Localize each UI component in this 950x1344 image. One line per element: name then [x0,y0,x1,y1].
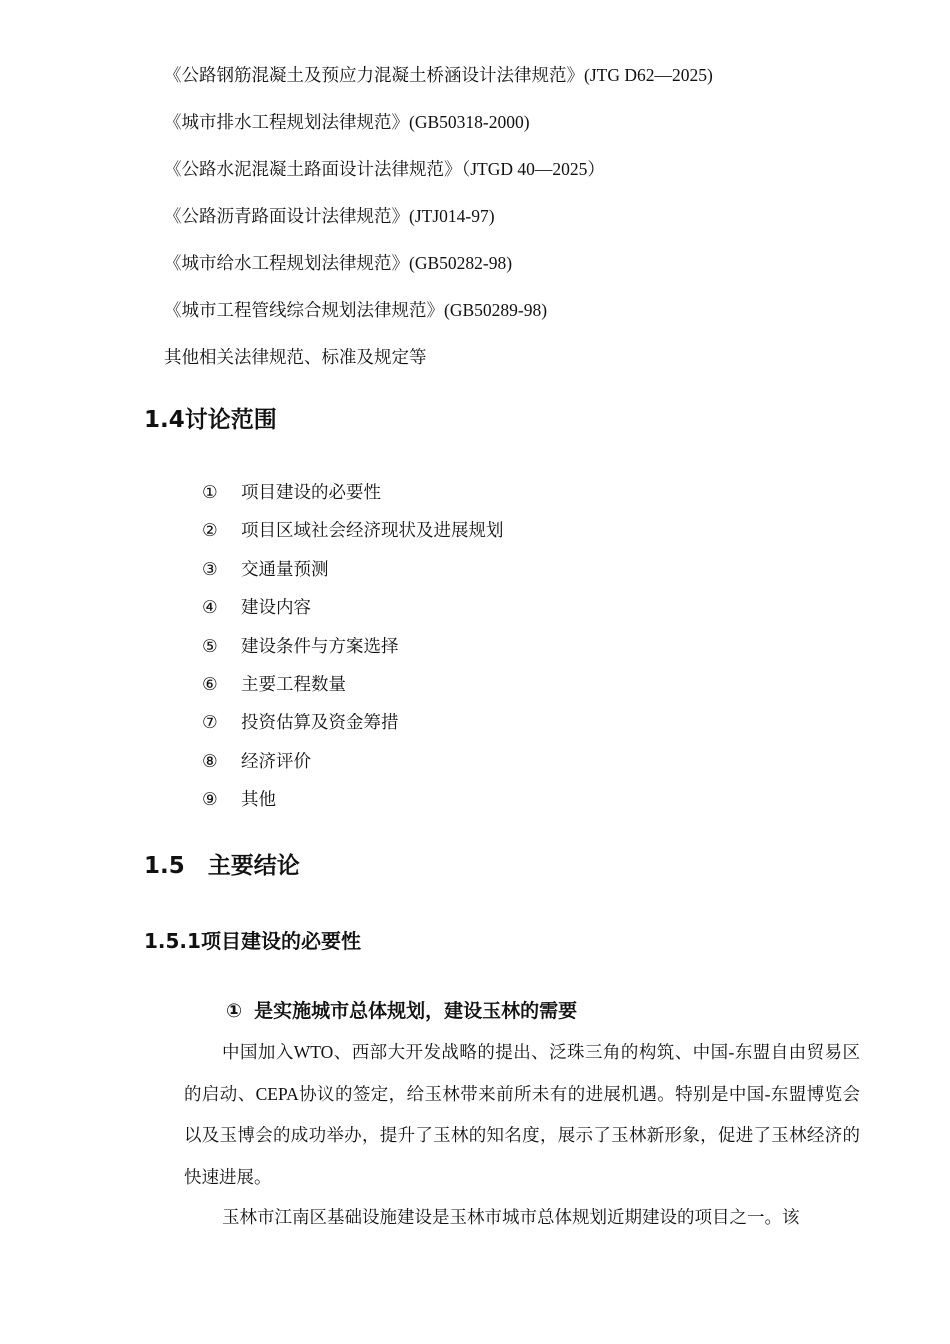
body-paragraph: 玉林市江南区基础设施建设是玉林市城市总体规划近期建设的项目之一。该 [222,1207,800,1227]
scope-item [202,588,504,626]
scope-item [202,665,504,703]
scope-item-number: ⑦ [202,712,218,733]
scope-item-number: ⑤ [202,635,218,656]
scope-item-text: 建设条件与方案选择 [241,635,399,656]
section-heading-1-4: 1.4讨论范围 [144,407,277,433]
scope-item [202,703,504,741]
scope-item-text: 项目区域社会经济现状及进展规划 [241,520,504,541]
reference-item: 《城市排水工程规划法律规范》(GB50318-2000) [164,112,530,132]
reference-item: 其他相关法律规范、标准及规定等 [164,347,427,367]
point-number: ① [226,1000,243,1022]
reference-item: 《城市给水工程规划法律规范》(GB50282-98) [164,253,513,273]
scope-item-text: 经济评价 [241,750,311,771]
scope-item-number: ③ [202,558,218,579]
scope-item-number: ④ [202,597,218,618]
body-paragraph: 中国加入WTO、西部大开发战略的提出、泛珠三角的构筑、中国-东盟自由贸易区的启动、CEPA协议的签定，给玉林带来前所未有的进展机遇。特别是中国-东盟博览会以及玉博会的成功举办，提升了玉林的知名度，展示了玉林新形象，促进了玉林经济的快速进展。 [184,1042,860,1187]
scope-item-text: 建设内容 [241,597,311,618]
scope-item [202,473,504,511]
reference-item: 《城市工程管线综合规划法律规范》(GB50289-98) [164,300,548,320]
scope-item [202,627,504,665]
scope-item [202,780,504,818]
scope-item [202,742,504,780]
scope-list [202,473,504,819]
scope-item-text: 投资估算及资金筹措 [241,712,399,733]
scope-item-text: 交通量预测 [241,558,329,579]
scope-item-number: ⑨ [202,789,218,810]
scope-item-text: 其他 [241,789,276,810]
scope-item [202,550,504,588]
reference-item: 《公路钢筋混凝土及预应力混凝土桥涵设计法律规范》(JTG D62—2025) [164,65,713,85]
scope-item [202,511,504,549]
scope-item-number: ⑧ [202,750,218,771]
reference-item: 《公路沥青路面设计法律规范》(JTJ014-97) [164,206,495,226]
point-title: 是实施城市总体规划，建设玉林的需要 [254,1000,578,1022]
reference-list [164,52,713,381]
scope-item-number: ① [202,482,218,502]
section-heading-1-5: 1.5 主要结论 [144,853,300,879]
scope-item-text: 项目建设的必要性 [241,482,381,502]
scope-item-text: 主要工程数量 [241,673,346,694]
reference-item: 《公路水泥混凝土路面设计法律规范》（JTGD 40—2025） [164,159,605,179]
subsection-heading-1-5-1: 1.5.1项目建设的必要性 [144,929,361,953]
scope-item-number: ② [202,520,218,541]
scope-item-number: ⑥ [202,673,218,694]
point-heading [226,996,577,1023]
